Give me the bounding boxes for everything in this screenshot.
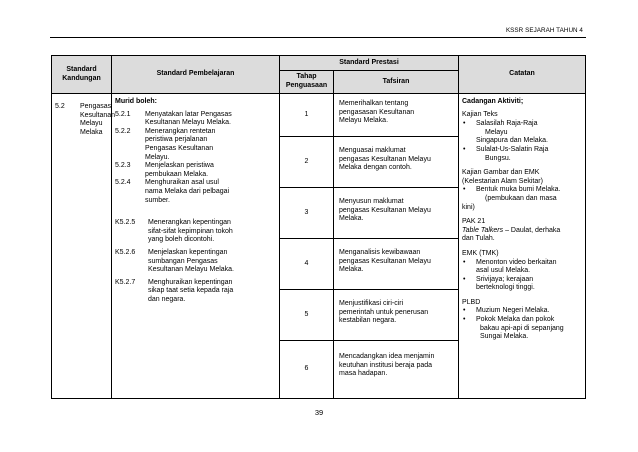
list-item: • Menonton video berkaitan asal usul Melaka.: [463, 258, 557, 275]
catatan-cell: Cadangan Aktiviti; Kajian Teks • Salasilah Raja-Raja Melayu Singapura dan Melaka. • Sulalat-Us-Salatin Raja Bungsu. Kajian Gambar dan EMK (Kelestarian Alam Sekitar) • Bentuk muka bumi Melaka. (pembukaan dan masa kini) PAK 21 Table Talkers – Daulat, derhaka dan Tulah. EMK (TMK) • Menonton video berkaitan asal usul Melaka. • Srivijaya; kerajaan berteknologi tinggi. PLBD • Muzium Negeri Melaka. • Pokok Melaka dan pokok bakau api-api di sepanjang Sungai Melaka.: [459, 94, 586, 399]
level-3: 3: [280, 188, 334, 239]
sp-item: 5.2.4 Menghuraikan asal usul nama Melaka dari pelbagai sumber.: [115, 179, 230, 204]
curriculum-table: [51, 55, 586, 399]
tafsiran-4: Menganalisis kewibawaan pengasas Kesultanan Melayu Melaka.: [334, 239, 459, 290]
sp-item: 5.2.1 Menyatakan latar Pengasas Kesultanan Melayu Melaka.: [115, 110, 232, 127]
standard-kandungan-cell: [52, 94, 116, 399]
header-standard-kandungan: Standard Kandungan: [52, 56, 112, 94]
sp-item: 5.2.3 Menjelaskan peristiwa pembukaan Melaka.: [115, 162, 214, 178]
sp-k-item: K5.2.6 Menjelaskan kepentingan sumbangan Pengasas Kesultanan Melayu Melaka.: [115, 248, 234, 274]
header-tahap-penguasaan: Tahap Penguasaan: [280, 71, 334, 94]
document-header-title: KSSR SEJARAH TAHUN 4: [505, 27, 583, 34]
plbd-heading: PLBD: [462, 298, 481, 306]
tafsiran-6: Mencadangkan idea menjamin keutuhan institusi beraja pada masa hadapan.: [334, 341, 459, 399]
list-item: • Sulalat-Us-Salatin Raja Bungsu.: [463, 145, 549, 162]
tafsiran-2: Menguasai maklumat pengasas Kesultanan Melayu Melaka dengan contoh.: [334, 137, 459, 188]
level-5: 5: [280, 290, 334, 341]
sp-intro: Murid boleh:: [115, 98, 157, 105]
tafsiran-1: Memerihalkan tentang pengasasan Kesultanan Melayu Melaka.: [334, 94, 459, 137]
header-standard-pembelajaran: Standard Pembelajaran: [112, 56, 280, 94]
pak-heading: PAK 21: [462, 218, 486, 226]
list-item: • Bentuk muka bumi Melaka. (pembukaan dan masa: [463, 186, 561, 202]
level-2: 2: [280, 137, 334, 188]
header-rule: [50, 37, 586, 38]
list-item: • Salasilah Raja-Raja Melayu Singapura dan Melaka.: [463, 120, 548, 145]
list-item: • Srivijaya; kerajaan berteknologi tinggi.: [463, 275, 535, 292]
kajian-gambar-heading: Kajian Gambar dan EMK: [462, 169, 540, 177]
header-standard-prestasi: Standard Prestasi: [280, 56, 459, 71]
sp-k-item: K5.2.5 Menerangkan kepentingan sifat-sifat kepimpinan tokoh yang boleh dicontohi.: [115, 219, 233, 244]
level-1: 1: [280, 94, 334, 137]
header-catatan: Catatan: [459, 56, 586, 94]
header-tafsiran: Tafsiran: [334, 71, 459, 94]
level-4: 4: [280, 239, 334, 290]
kajian-teks-heading: Kajian Teks: [462, 110, 498, 118]
list-item: • Pokok Melaka dan pokok bakau api-api di sepanjang Sungai Melaka.: [463, 316, 564, 341]
page-number: 39: [314, 408, 324, 417]
tafsiran-3: Menyusun maklumat pengasas Kesultanan Melayu Melaka.: [334, 188, 459, 239]
sp-k-item: K5.2.7 Menghuraikan kepentingan sikap taat setia kepada raja dan negara.: [115, 278, 234, 303]
sk-number: 5.2: [55, 103, 65, 110]
sp-item: 5.2.2 Menerangkan rentetan peristiwa perjalanan Pengasas Kesultanan Melayu.: [115, 127, 216, 161]
pak-activity: Table Talkers – Daulat, derhaka: [462, 226, 561, 234]
standard-pembelajaran-cell: [112, 94, 280, 399]
sk-title: Pengasas Kesultanan Melayu Melaka: [80, 103, 116, 136]
table-row: [52, 94, 586, 137]
tafsiran-5: Menjustifikasi ciri-ciri pemerintah untuk penerusan kestabilan negara.: [334, 290, 459, 341]
level-6: 6: [280, 341, 334, 399]
header-row-1: [52, 56, 586, 71]
emk-heading: EMK (TMK): [462, 249, 499, 257]
list-item: • Muzium Negeri Melaka.: [463, 307, 550, 315]
cadangan-heading: Cadangan Aktiviti;: [462, 98, 524, 105]
